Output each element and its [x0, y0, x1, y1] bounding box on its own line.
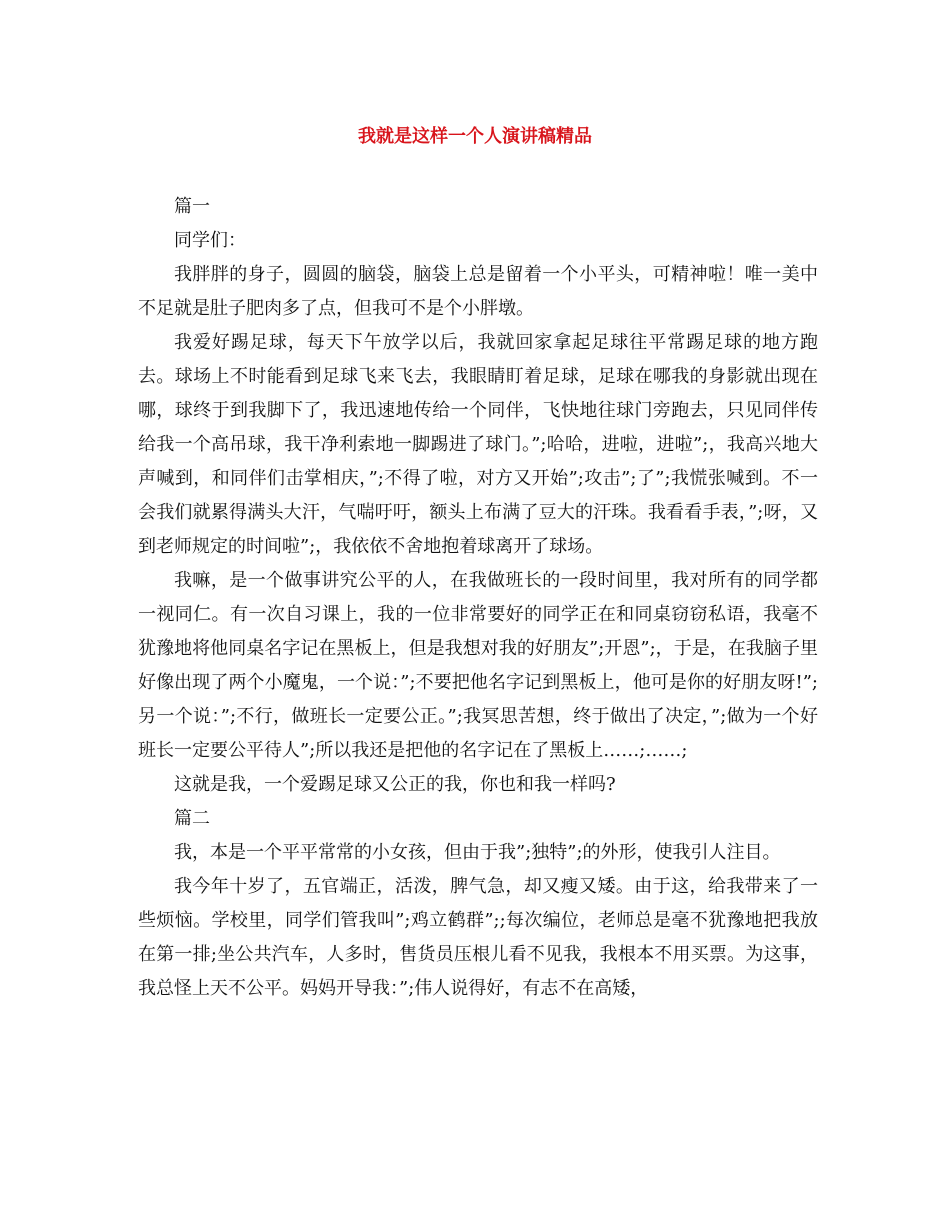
paragraph: 同学们：: [174, 230, 246, 251]
paragraph: 我，本是一个平平常常的小女孩，但由于我”;独特”;的外形，使我引人注目。: [174, 842, 781, 863]
paragraph: 篇一: [174, 196, 210, 217]
paragraph: 我爱好踢足球，每天下午放学以后，我就回家拿起足球往平常踢足球的地方跑去。球场上不时能看到足球飞来飞去，我眼睛盯着足球，足球在哪我的身影就出现在哪，球终于到我脚下了，我迅速地传给一个同伴，飞快地往球门旁跑去，只见同伴传给我一个高吊球，我干净利索地一脚踢进了球门。”;哈哈，进啦，进啦”;，我高兴地大声喊到，和同伴们击掌相庆，”;不得了啦，对方又开始”;攻击”;了”;我慌张喊到。不一会我们就累得满头大汗，气喘吁吁，额头上布满了豆大的汗珠。我看看手表，”;呀，又到老师规定的时间啦”;，我依依不舍地抱着球离开了球场。: [138, 332, 818, 557]
document-body: [138, 190, 818, 1006]
paragraph: 篇二: [174, 808, 210, 829]
paragraph: 这就是我，一个爱踢足球又公正的我，你也和我一样吗?: [174, 774, 616, 795]
paragraph: 我胖胖的身子，圆圆的脑袋，脑袋上总是留着一个小平头，可精神啦！唯一美中不足就是肚子肥肉多了点，但我可不是个小胖墩。: [138, 264, 818, 319]
paragraph: 我嘛，是一个做事讲究公平的人，在我做班长的一段时间里，我对所有的同学都一视同仁。有一次自习课上，我的一位非常要好的同学正在和同桌窃窃私语，我毫不犹豫地将他同桌名字记在黑板上，但是我想对我的好朋友”;开恩”;，于是，在我脑子里好像出现了两个小魔鬼，一个说：”;不要把他名字记到黑板上，他可是你的好朋友呀!”;另一个说：”;不行，做班长一定要公正。”;我冥思苦想，终于做出了决定，”;做为一个好班长一定要公平待人”;所以我还是把他的名字记在了黑板上……;……;: [138, 570, 818, 761]
paragraph: 我今年十岁了，五官端正，活泼，脾气急，却又瘦又矮。由于这，给我带来了一些烦恼。学校里，同学们管我叫”;鸡立鹤群”;;每次编位，老师总是毫不犹豫地把我放在第一排;坐公共汽车，人多时，售货员压根儿看不见我，我根本不用买票。为这事，我总怪上天不公平。妈妈开导我：”;伟人说得好，有志不在高矮，: [138, 876, 818, 999]
document-title: 我就是这样一个人演讲稿精品: [358, 126, 592, 147]
